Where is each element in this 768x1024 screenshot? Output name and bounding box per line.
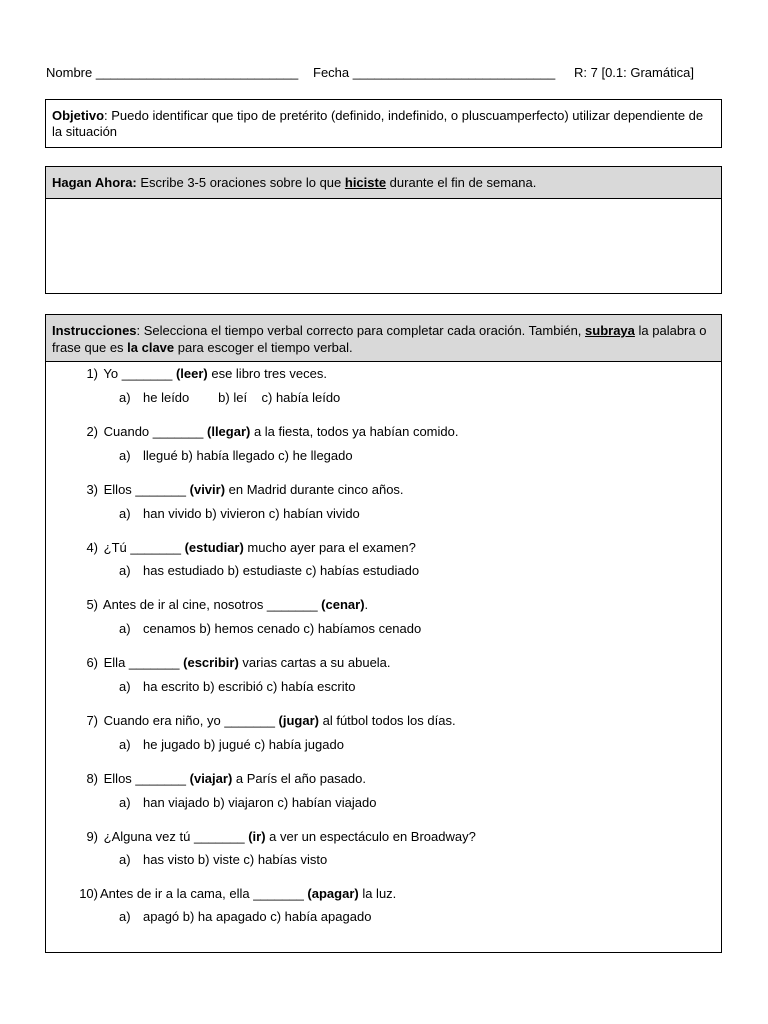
- question-7-options[interactable]: [119, 737, 344, 752]
- questions-0-verb: (leer): [175, 366, 208, 381]
- questions-7-verb: (viajar): [189, 771, 233, 786]
- objetivo-label: Objetivo: [52, 108, 105, 123]
- questions-8-pre: ¿Alguna vez tú _______: [103, 829, 249, 844]
- questions-0-post: ese libro tres veces.: [207, 366, 327, 381]
- questions-1-letter: a): [119, 448, 131, 463]
- question-8-options[interactable]: [119, 795, 376, 810]
- questions-5-num: 6): [86, 655, 98, 670]
- questions-9-options: apagó b) ha apagado c) había apagado: [143, 909, 372, 924]
- question-6-options[interactable]: [119, 679, 355, 694]
- hagan-ahora-emphasis: hiciste: [344, 175, 387, 190]
- questions-9-pre: Antes de ir a la cama, ella _______: [100, 886, 308, 901]
- questions-7-num: 8): [86, 771, 98, 786]
- question-3: [74, 482, 404, 497]
- questions-1-num: 2): [86, 424, 98, 439]
- question-9: [74, 829, 476, 844]
- questions-8-options: has visto b) viste c) habías visto: [143, 852, 328, 867]
- question-9-options[interactable]: [119, 852, 327, 867]
- question-1: [74, 366, 327, 381]
- questions-3-letter: a): [119, 563, 131, 578]
- fecha-field[interactable]: Fecha ____________________________: [313, 65, 556, 80]
- questions-6-post: al fútbol todos los días.: [319, 713, 456, 728]
- questions-9-post: la luz.: [358, 886, 397, 901]
- questions-6-pre: Cuando era niño, yo _______: [103, 713, 279, 728]
- question-3-options[interactable]: [119, 506, 360, 521]
- instrucciones-box: [45, 314, 722, 953]
- questions-5-options: ha escrito b) escribió c) había escrito: [143, 679, 356, 694]
- instrucciones-text-2: la palabra o frase que es: [52, 323, 707, 355]
- questions-5-letter: a): [119, 679, 131, 694]
- question-8: [74, 771, 366, 786]
- questions-1-pre: Cuando _______: [103, 424, 207, 439]
- questions-1-options: llegué b) había llegado c) he llegado: [143, 448, 353, 463]
- instrucciones-text: : Selecciona el tiempo verbal correcto para completar cada oración. También,: [136, 323, 586, 338]
- questions-7-pre: Ellos _______: [103, 771, 190, 786]
- instrucciones-subraya: subraya: [585, 323, 635, 338]
- questions-5-pre: Ella _______: [103, 655, 184, 670]
- questions-2-options: han vivido b) vivieron c) habían vivido: [143, 506, 360, 521]
- questions-2-post: en Madrid durante cinco años.: [225, 482, 404, 497]
- questions-4-pre: Antes de ir al cine, nosotros _______: [102, 597, 322, 612]
- questions-3-post: mucho ayer para el examen?: [243, 540, 416, 555]
- instrucciones-clave: la clave: [127, 340, 175, 355]
- questions-8-verb: (ir): [248, 829, 266, 844]
- instrucciones-header: [46, 315, 721, 362]
- questions-8-post: a ver un espectáculo en Broadway?: [265, 829, 476, 844]
- instrucciones-label: Instrucciones: [52, 323, 137, 338]
- questions-4-options: cenamos b) hemos cenado c) habíamos cenado: [143, 621, 422, 636]
- questions-9-verb: (apagar): [307, 886, 359, 901]
- question-1-options[interactable]: [119, 390, 340, 405]
- question-2: [74, 424, 458, 439]
- questions-2-num: 3): [86, 482, 98, 497]
- question-4: [74, 540, 416, 555]
- hagan-ahora-box: [45, 166, 722, 294]
- questions-3-pre: ¿Tú _______: [103, 540, 185, 555]
- questions-9-num: 10): [79, 886, 98, 901]
- question-5-options[interactable]: [119, 621, 421, 636]
- questions-3-num: 4): [86, 540, 98, 555]
- nombre-field[interactable]: Nombre ____________________________: [46, 65, 299, 80]
- questions-7-post: a París el año pasado.: [232, 771, 366, 786]
- questions-3-verb: (estudiar): [184, 540, 244, 555]
- question-10-options[interactable]: [119, 909, 371, 924]
- questions-6-letter: a): [119, 737, 131, 752]
- questions-3-options: has estudiado b) estudiaste c) habías estudiado: [143, 563, 420, 578]
- hagan-ahora-label: Hagan Ahora:: [52, 175, 137, 190]
- questions-1-post: a la fiesta, todos ya habían comido.: [250, 424, 459, 439]
- reference-code: R: 7 [0.1: Gramática]: [574, 65, 694, 80]
- questions-4-num: 5): [86, 597, 98, 612]
- questions-9-letter: a): [119, 909, 131, 924]
- question-10: [74, 886, 396, 901]
- instrucciones-text-3: para escoger el tiempo verbal.: [174, 340, 353, 355]
- questions-6-options: he jugado b) jugué c) había jugado: [143, 737, 344, 752]
- questions-1-verb: (llegar): [207, 424, 251, 439]
- question-6: [74, 655, 391, 670]
- question-4-options[interactable]: [119, 563, 419, 578]
- questions-0-num: 1): [86, 366, 98, 381]
- question-2-options[interactable]: [119, 448, 353, 463]
- question-5: [74, 597, 368, 612]
- hagan-ahora-answer-area[interactable]: [46, 199, 721, 293]
- objetivo-text: : Puedo identificar que tipo de pretérito (definido, indefinido, o pluscuamperfecto) utilizar dependiente de la situación: [52, 108, 704, 139]
- questions-2-letter: a): [119, 506, 131, 521]
- questions-8-letter: a): [119, 852, 131, 867]
- questions-6-verb: (jugar): [278, 713, 319, 728]
- questions-4-verb: (cenar): [321, 597, 365, 612]
- questions-4-letter: a): [119, 621, 131, 636]
- questions-5-verb: (escribir): [183, 655, 239, 670]
- header: [46, 65, 724, 83]
- objetivo-box: [45, 99, 722, 148]
- question-7: [74, 713, 456, 728]
- questions-7-letter: a): [119, 795, 131, 810]
- questions-7-options: han viajado b) viajaron c) habían viajado: [143, 795, 377, 810]
- questions-2-verb: (vivir): [189, 482, 226, 497]
- hagan-ahora-text: Escribe 3-5 oraciones sobre lo que: [136, 175, 345, 190]
- questions-4-post: .: [364, 597, 369, 612]
- hagan-ahora-header: [46, 167, 721, 199]
- questions-2-pre: Ellos _______: [103, 482, 190, 497]
- questions-0-pre: Yo _______: [103, 366, 176, 381]
- questions-0-options: he leído b) leí c) había leído: [143, 390, 341, 405]
- questions-8-num: 9): [86, 829, 98, 844]
- questions-0-letter: a): [119, 390, 131, 405]
- hagan-ahora-text-end: durante el fin de semana.: [386, 175, 537, 190]
- questions-6-num: 7): [86, 713, 98, 728]
- questions-5-post: varias cartas a su abuela.: [238, 655, 391, 670]
